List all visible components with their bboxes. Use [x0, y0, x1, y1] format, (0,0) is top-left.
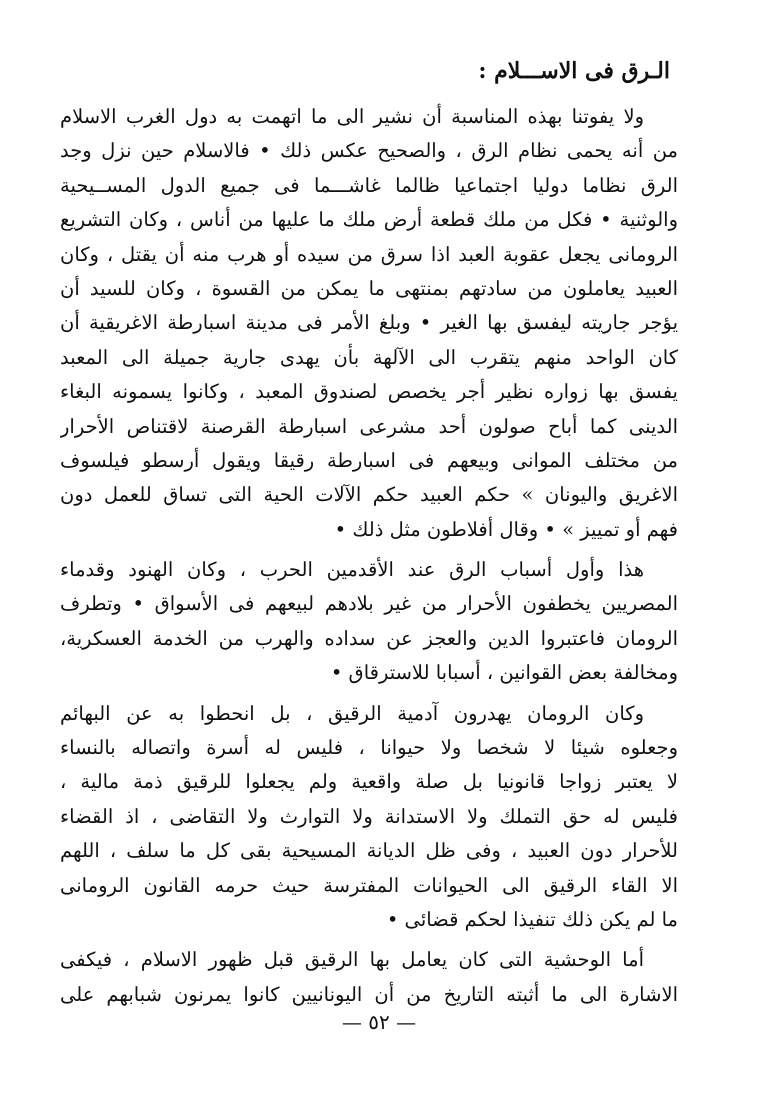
- text-line: الاغريق واليونان » حكم العبيد حكم الآلات الحية التى تساق للعمل دون: [60, 483, 678, 507]
- text-line: فهم أو تمييز » • وقال أفلاطون مثل ذلك •: [334, 517, 678, 541]
- text-line: ومخالفة بعض القوانين ، أسبابا للاسترقاق •: [330, 661, 678, 685]
- paragraph-3: [60, 697, 678, 938]
- text-line: الرومانى يجعل عقوبة العبد اذا سرق من سيده أو هرب منه أن يقتل ، وكان: [60, 242, 678, 266]
- text-line: من مختلف الموانى وبيعهم فى اسبارطة رقيقا ويقول أرسطو فيلسوف: [60, 448, 678, 472]
- text-line: الرومان فاعتبروا الدين والعجز عن سداده والهرب من الخدمة العسكرية،: [60, 626, 678, 650]
- paragraph-2: [60, 553, 678, 691]
- text-line: لا يعتبر زواجا قانونيا بل صلة واقعية ولم يجعلوا للرقيق ذمة مالية ،: [60, 770, 678, 794]
- text-line: ما لم يكن ذلك تنفيذا لحكم قضائى •: [386, 907, 678, 931]
- text-line: من أنه يحمى نظام الرق ، والصحيح عكس ذلك • فالاسلام حين نزل وجد: [60, 139, 678, 163]
- text-line: فليس له حق التملك ولا الاستدانة ولا التوارث ولا التقاضى ، اذ القضاء: [60, 804, 678, 828]
- text-line: المصريين يخطفون الأحرار من غير بلادهم لبيعهم فى الأسواق • وتطرف: [60, 592, 678, 616]
- body-text: [60, 100, 678, 1018]
- text-line: وكان الرومان يهدرون آدمية الرقيق ، بل انحطوا به عن البهائم: [60, 701, 644, 725]
- text-line: ولا يفوتنا بهذه المناسبة أن نشير الى ما اتهمت به دول الغرب الاسلام: [60, 105, 644, 128]
- paragraph-1: [60, 100, 678, 547]
- page-number: — ٥٢ —: [341, 1010, 417, 1034]
- text-line: الدينى كما أباح صولون أحد مشرعى اسبارطة القرصنة لاقتناص الأحرار: [60, 414, 678, 438]
- text-line: أما الوحشية التى كان يعامل بها الرقيق قبل ظهور الاسلام ، فيكفى: [60, 948, 644, 972]
- text-line: وجعلوه شيئا لا شخصا ولا حيوانا ، فليس له أسرة واتصاله بالنساء: [60, 736, 678, 760]
- text-line: يفسق بها زواره نظير أجر يخصص لصندوق المعبد ، وكانوا يسمونه البغاء: [60, 380, 678, 404]
- running-head: الـرق فى الاســـلام :: [478, 58, 670, 84]
- text-line: والوثنية • فكل من ملك قطعة أرض ملك ما عليها من أناس ، وكان التشريع: [60, 208, 678, 232]
- text-line: للأحرار دون العبيد ، وفى ظل الديانة المسيحية بقى كل ما سلف ، اللهم: [60, 839, 678, 863]
- paragraph-4: [60, 943, 678, 1012]
- text-line: كان الواحد منهم يتقرب الى الآلهة بأن يهدى جارية جميلة الى المعبد: [60, 345, 678, 369]
- text-line: الاشارة الى ما أثبته التاريخ من أن اليونانيين كانوا يمرنون شبابهم على: [60, 982, 678, 1006]
- text-line: هذا وأول أسباب الرق عند الأقدمين الحرب ، وكان الهنود وقدماء: [60, 558, 644, 582]
- text-line: الا القاء الرقيق الى الحيوانات المفترسة حيث حرمه القانون الرومانى: [60, 873, 678, 897]
- text-line: الرق نظاما دوليا اجتماعيا ظالما غاشـــما فى جميع الدول المســيحية: [60, 173, 678, 197]
- text-line: يؤجر جاريته ليفسق بها الغير • وبلغ الأمر فى مدينة اسبارطة الاغريقية أن: [60, 311, 678, 335]
- text-line: العبيد يعاملون من سادتهم بمنتهى ما يمكن من القسوة ، وكان للسيد أن: [60, 276, 678, 300]
